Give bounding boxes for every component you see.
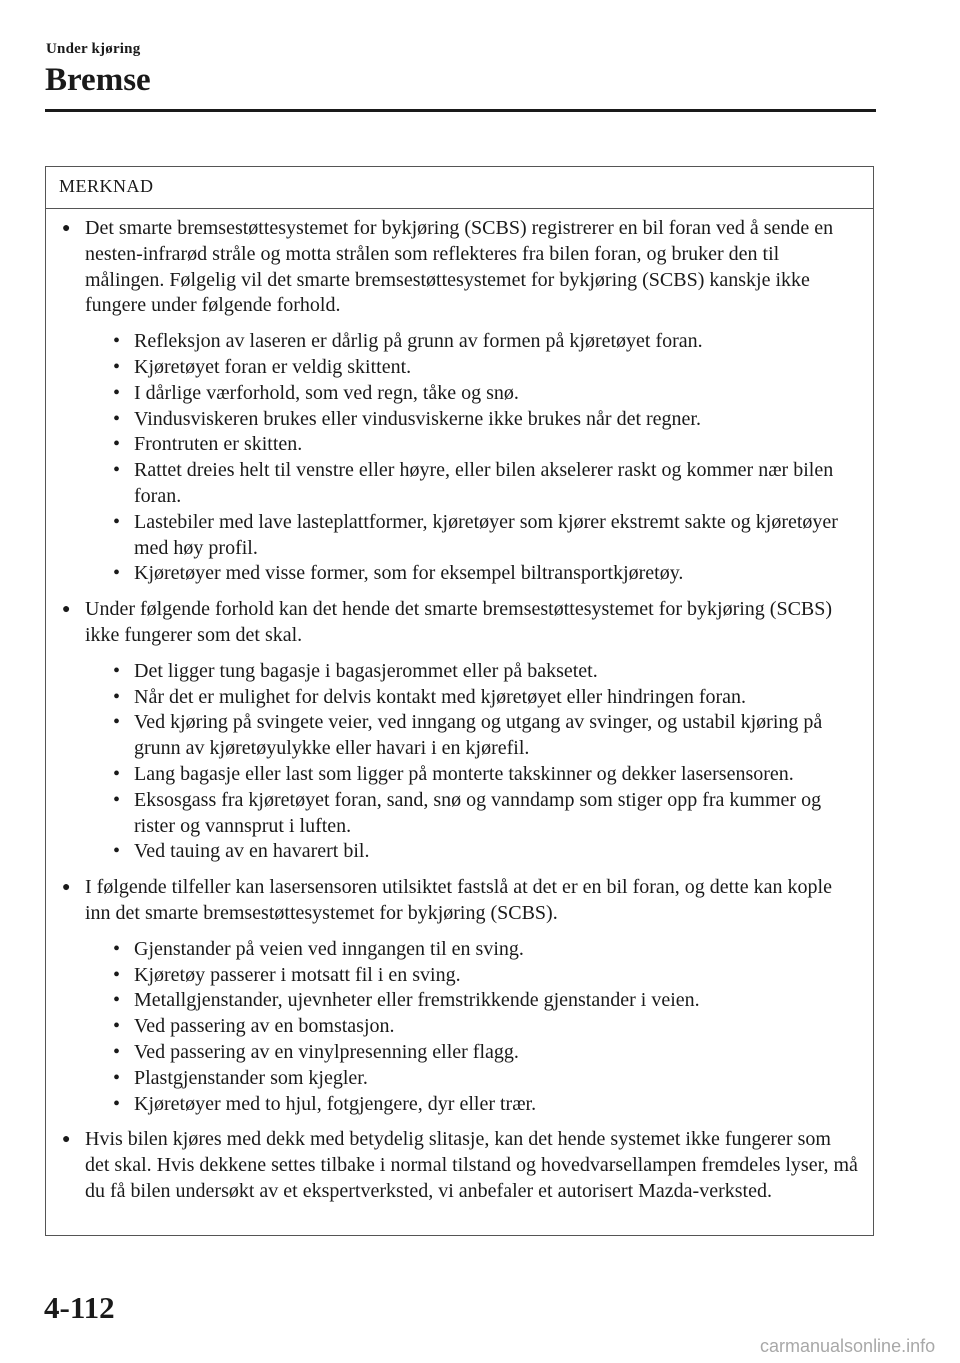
sub-list — [85, 937, 859, 1118]
sub-item-text: Det ligger tung bagasje i bagasjerommet eller på baksetet. — [134, 659, 598, 682]
bullet-icon: • — [113, 1040, 121, 1063]
bullet-icon: • — [113, 937, 121, 960]
bullet-icon: • — [113, 989, 121, 1012]
note-item-text: Det smarte bremsestøttesystemet for bykjøring (SCBS) registrerer en bil foran ved å sende en nesten-infrarød stråle og motta strålen som reflekteres fra bilen foran, og bruker den til målingen. Følgelig vil det smarte bremsestøttesystemet for bykjøring (SCBS) kanskje ikke fungere under følgende forhold. — [85, 217, 834, 317]
bullet-icon: • — [113, 1066, 121, 1089]
sub-item — [85, 659, 859, 685]
sub-list — [85, 329, 859, 587]
sub-item — [85, 839, 859, 865]
bullet-icon: • — [113, 685, 121, 708]
note-heading: MERKNAD — [46, 167, 873, 209]
sub-item — [85, 762, 859, 788]
note-body — [46, 209, 873, 1205]
bullet-icon: • — [113, 459, 121, 482]
note-item — [60, 216, 859, 587]
sub-item — [85, 1066, 859, 1092]
page-number: 4-112 — [44, 1290, 115, 1325]
sub-item-text: Eksosgass fra kjøretøyet foran, sand, snø og vanndamp som stiger opp fra kummer og rister og vannsprut i luften. — [134, 788, 822, 837]
sub-item-text: Ved passering av en vinylpresenning eller flagg. — [134, 1040, 519, 1063]
bullet-icon: • — [113, 963, 121, 986]
sub-item — [85, 685, 859, 711]
bullet-icon: • — [113, 711, 121, 734]
sub-item-text: I dårlige værforhold, som ved regn, tåke og snø. — [134, 381, 519, 404]
bullet-icon: • — [113, 510, 121, 533]
sub-item — [85, 510, 859, 562]
sub-item-text: Refleksjon av laseren er dårlig på grunn av formen på kjøretøyet foran. — [134, 330, 703, 353]
bullet-icon: • — [113, 407, 121, 430]
note-item-text: Under følgende forhold kan det hende det smarte bremsestøttesystemet for bykjøring (SCBS) ikke fungerer som det skal. — [85, 598, 833, 646]
note-item — [60, 875, 859, 1117]
sub-item-text: Kjøretøyer med to hjul, fotgjengere, dyr eller trær. — [134, 1092, 537, 1115]
bullet-icon: • — [113, 659, 121, 682]
sub-item-text: Metallgjenstander, ujevnheter eller fremstrikkende gjenstander i veien. — [134, 989, 700, 1012]
sub-item — [85, 1040, 859, 1066]
note-box — [45, 166, 874, 1236]
sub-item — [85, 381, 859, 407]
sub-item — [85, 710, 859, 762]
page-title: Bremse — [45, 62, 151, 98]
sub-item-text: Kjøretøyer med visse former, som for eksempel biltransportkjøretøy. — [134, 562, 684, 585]
sub-item-text: Når det er mulighet for delvis kontakt med kjøretøyet eller hindringen foran. — [134, 685, 747, 708]
note-item — [60, 597, 859, 865]
sub-item — [85, 1092, 859, 1118]
bullet-icon: • — [113, 330, 121, 353]
sub-item — [85, 329, 859, 355]
sub-item — [85, 963, 859, 989]
section-label: Under kjøring — [46, 41, 141, 57]
sub-item-text: Rattet dreies helt til venstre eller høyre, eller bilen akselerer raskt og kommer nær bilen foran. — [134, 459, 834, 507]
sub-item-text: Plastgjenstander som kjegler. — [134, 1066, 368, 1089]
sub-item-text: Frontruten er skitten. — [134, 433, 303, 456]
bullet-icon: • — [113, 381, 121, 404]
sub-item-text: Ved kjøring på svingete veier, ved inngang og utgang av svinger, og ustabil kjøring på grunn av kjøretøyulykke eller havari i en kjørefil. — [134, 711, 823, 760]
bullet-icon: • — [113, 788, 121, 811]
round-bullet-icon: ● — [62, 221, 71, 236]
note-item — [60, 1127, 859, 1204]
sub-item — [85, 407, 859, 433]
sub-item-text: Kjøretøy passerer i motsatt fil i en sving. — [134, 963, 461, 986]
sub-item — [85, 937, 859, 963]
bullet-icon: • — [113, 840, 121, 863]
sub-item — [85, 1014, 859, 1040]
bullet-icon: • — [113, 762, 121, 785]
note-item-text: Hvis bilen kjøres med dekk med betydelig slitasje, kan det hende systemet ikke fungerer som det skal. Hvis dekkene settes tilbake i normal tilstand og hovedvarsellampen fremdeles lyser, må du få bilen undersøkt av et ekspertverksted, vi anbefaler et autorisert Mazda-verksted. — [85, 1128, 858, 1202]
sub-item-text: Ved passering av en bomstasjon. — [134, 1015, 395, 1038]
sub-item — [85, 788, 859, 840]
sub-item-text: Ved tauing av en havarert bil. — [134, 840, 370, 863]
sub-item — [85, 988, 859, 1014]
sub-item — [85, 458, 859, 510]
watermark: carmanualsonline.info — [760, 1336, 936, 1356]
bullet-icon: • — [113, 562, 121, 585]
sub-item-text: Lang bagasje eller last som ligger på monterte takskinner og dekker lasersensoren. — [134, 762, 794, 785]
sub-item-text: Kjøretøyet foran er veldig skittent. — [134, 355, 412, 378]
sub-item-text: Lastebiler med lave lasteplattformer, kjøretøyer som kjører ekstremt sakte og kjøretøyer med høy profil. — [134, 510, 838, 559]
round-bullet-icon: ● — [62, 1132, 71, 1148]
bullet-icon: • — [113, 1092, 121, 1115]
bullet-icon: • — [113, 355, 121, 378]
sub-item — [85, 432, 859, 458]
bullet-icon: • — [113, 433, 121, 456]
title-rule — [45, 109, 876, 112]
round-bullet-icon: ● — [62, 880, 71, 896]
sub-item-text: Gjenstander på veien ved inngangen til en sving. — [134, 937, 524, 960]
sub-item — [85, 355, 859, 381]
sub-item-text: Vindusviskeren brukes eller vindusviskerne ikke brukes når det regner. — [134, 407, 701, 430]
round-bullet-icon: ● — [62, 602, 71, 618]
sub-item — [85, 561, 859, 587]
sub-list — [85, 659, 859, 865]
bullet-icon: • — [113, 1015, 121, 1038]
note-item-text: I følgende tilfeller kan lasersensoren utilsiktet fastslå at det er en bil foran, og dette kan kople inn det smarte bremsestøttesystemet for bykjøring (SCBS). — [85, 876, 832, 924]
